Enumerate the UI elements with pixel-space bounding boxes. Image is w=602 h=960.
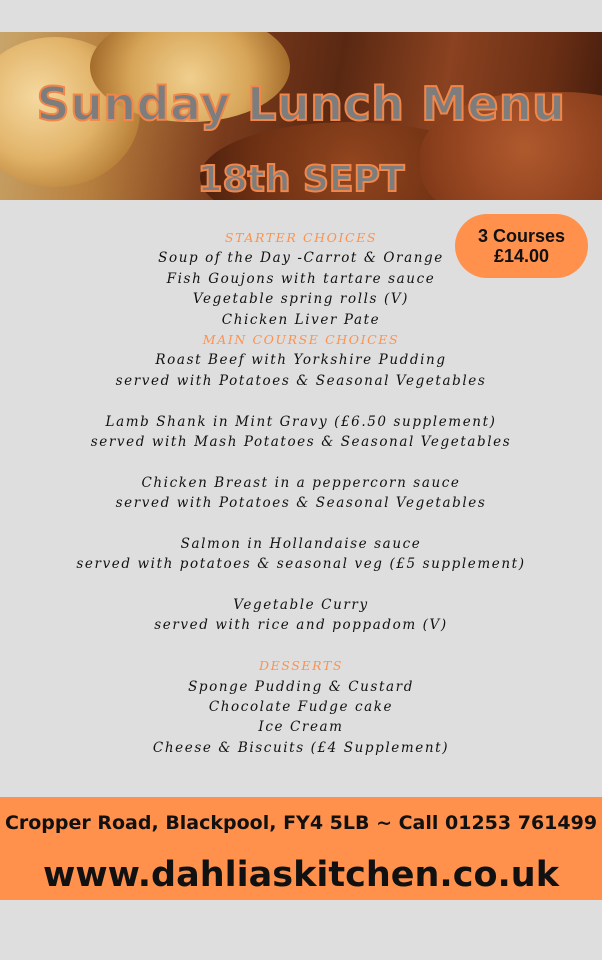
footer-address: Cropper Road, Blackpool, FY4 5LB ~ Call 01253 761499 bbox=[4, 812, 598, 834]
main-item-detail: served with rice and poppadom (V) bbox=[154, 617, 448, 634]
price-badge-courses: 3 Courses bbox=[477, 226, 566, 246]
spacer bbox=[0, 636, 602, 656]
spacer bbox=[0, 513, 602, 533]
dessert-item: Sponge Pudding & Custard bbox=[188, 678, 414, 695]
starter-item: Soup of the Day -Carrot & Orange bbox=[158, 250, 444, 267]
starter-item: Chicken Liver Pate bbox=[221, 311, 381, 328]
main-item-detail: served with Mash Potatoes & Seasonal Vegetables bbox=[90, 433, 512, 450]
main-item-detail: served with Potatoes & Seasonal Vegetables bbox=[115, 372, 487, 389]
desserts-heading: DESSERTS bbox=[258, 658, 344, 674]
spacer bbox=[0, 575, 602, 595]
dessert-item: Chocolate Fudge cake bbox=[208, 698, 394, 715]
main-item-name: Roast Beef with Yorkshire Pudding bbox=[155, 352, 447, 369]
mains-heading: MAIN COURSE CHOICES bbox=[202, 331, 400, 347]
food-banner-image bbox=[0, 32, 602, 200]
main-item-detail: served with Potatoes & Seasonal Vegetables bbox=[115, 495, 487, 512]
spacer bbox=[0, 391, 602, 411]
footer-website: www.dahliaskitchen.co.uk bbox=[43, 855, 559, 895]
menu-date: 18th SEPT bbox=[197, 159, 405, 200]
dessert-item: Cheese & Biscuits (£4 Supplement) bbox=[152, 739, 450, 756]
main-item-name: Vegetable Curry bbox=[233, 597, 369, 614]
main-item-name: Chicken Breast in a peppercorn sauce bbox=[141, 474, 461, 491]
price-badge-price: £14.00 bbox=[493, 246, 550, 266]
dessert-item: Ice Cream bbox=[258, 719, 344, 736]
menu-list bbox=[0, 228, 602, 758]
main-item-name: Salmon in Hollandaise sauce bbox=[180, 535, 422, 552]
starter-item: Fish Goujons with tartare sauce bbox=[166, 270, 436, 287]
menu-title: Sunday Lunch Menu bbox=[36, 77, 566, 131]
starters-heading: STARTER CHOICES bbox=[224, 230, 378, 245]
starter-item: Vegetable spring rolls (V) bbox=[192, 291, 410, 308]
main-item-name: Lamb Shank in Mint Gravy (£6.50 supplement) bbox=[105, 413, 497, 430]
footer-bar bbox=[0, 797, 602, 900]
spacer bbox=[0, 452, 602, 472]
main-item-detail: served with potatoes & seasonal veg (£5 supplement) bbox=[76, 556, 526, 573]
